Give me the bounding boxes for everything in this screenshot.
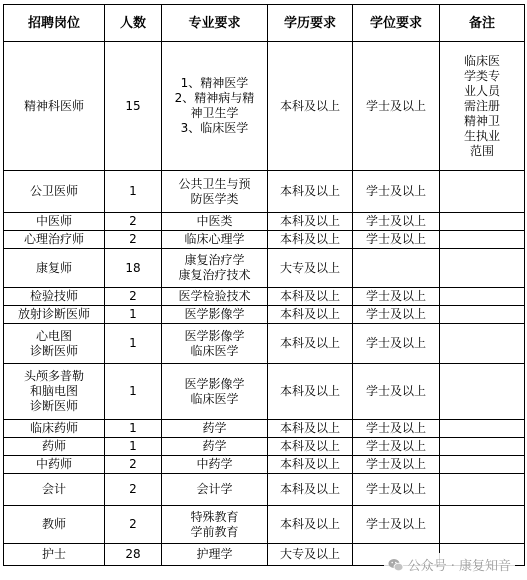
cell-note [440,456,525,474]
cell-education: 本科及以上 [268,288,353,306]
cell-major [162,420,268,438]
cell-major [162,364,268,420]
cell-major-line: 会计学 [196,482,233,496]
cell-note-line: 精神卫 [463,113,500,128]
header-position: 招聘岗位 [4,5,105,42]
cell-count: 2 [105,506,162,544]
cell-note [440,249,525,288]
header-education: 学历要求 [268,5,353,42]
cell-count: 18 [105,249,162,288]
cell-education: 本科及以上 [268,324,353,364]
table-row [4,249,525,288]
cell-position [4,364,105,420]
table-row [4,474,525,506]
cell-position-line: 诊断医师 [29,343,78,358]
cell-major [162,474,268,506]
table-row [4,364,525,420]
cell-count: 2 [105,231,162,249]
cell-degree: 学士及以上 [353,420,440,438]
cell-major-line: 药学 [202,421,227,435]
cell-major-line: 3、临床医学 [180,121,249,135]
cell-major-line: 医学检验技术 [178,289,251,303]
cell-education: 本科及以上 [268,42,353,171]
header-row [4,5,525,42]
cell-degree: 学士及以上 [353,171,440,213]
cell-education: 本科及以上 [268,306,353,324]
cell-position [4,456,105,474]
header-note: 备注 [440,5,525,42]
cell-position-line: 护士 [41,547,66,561]
cell-position-line: 会计 [41,482,66,496]
cell-count: 28 [105,544,162,566]
watermark-text: 公众号 · 康复知音 [407,559,511,574]
cell-education: 本科及以上 [268,438,353,456]
cell-education: 大专及以上 [268,544,353,566]
cell-count: 1 [105,438,162,456]
cell-major-line: 中医类 [196,214,233,228]
cell-degree: 学士及以上 [353,324,440,364]
cell-degree: 学士及以上 [353,456,440,474]
cell-major-line: 神卫生学 [190,106,239,120]
cell-position-line: 康复师 [35,260,72,275]
cell-major [162,231,268,249]
cell-count: 15 [105,42,162,171]
table-row [4,213,525,231]
cell-count: 1 [105,171,162,213]
table-row [4,420,525,438]
cell-major [162,288,268,306]
cell-note [440,506,525,544]
table-row [4,288,525,306]
cell-note [440,364,525,420]
cell-education: 本科及以上 [268,231,353,249]
cell-note [440,324,525,364]
table-row [4,231,525,249]
cell-position-line: 中药师 [35,457,72,471]
header-major: 专业要求 [162,5,268,42]
cell-note [440,171,525,213]
cell-major-line: 临床医学 [190,391,239,406]
cell-position [4,213,105,231]
cell-degree: 学士及以上 [353,364,440,420]
cell-note [440,438,525,456]
cell-major-line: 特殊教育 [190,509,239,524]
cell-note [440,288,525,306]
cell-position [4,544,105,566]
cell-note [440,213,525,231]
cell-position [4,42,105,171]
cell-note [440,474,525,506]
cell-major [162,456,268,474]
cell-major-line: 中药学 [196,457,233,471]
cell-position [4,171,105,213]
cell-position-line: 临床药师 [29,421,78,435]
table-row [4,506,525,544]
cell-education: 本科及以上 [268,171,353,213]
cell-education: 大专及以上 [268,249,353,288]
cell-count: 1 [105,306,162,324]
cell-position-line: 头颅多普勒 [23,369,84,383]
cell-degree: 学士及以上 [353,231,440,249]
cell-note-line: 业人员 [463,83,500,98]
cell-degree: 学士及以上 [353,42,440,171]
cell-major-line: 药学 [202,439,227,453]
wechat-icon [388,557,404,573]
cell-position [4,231,105,249]
cell-major [162,249,268,288]
cell-major [162,438,268,456]
cell-position-line: 放射诊断医师 [17,307,90,321]
cell-count: 2 [105,213,162,231]
cell-position [4,506,105,544]
cell-major-line: 2、精神病与精 [174,91,255,105]
cell-major-line: 临床心理学 [184,232,245,246]
cell-position-line: 公卫医师 [29,184,78,198]
cell-position [4,420,105,438]
cell-major [162,506,268,544]
cell-position-line: 中医师 [35,214,72,228]
cell-degree: 学士及以上 [353,474,440,506]
cell-major-line: 学前教育 [190,524,239,539]
cell-note-line: 学类专 [463,68,500,83]
cell-position-line: 心理治疗师 [23,232,84,246]
cell-note-line: 需注册 [463,98,500,113]
cell-position [4,438,105,456]
cell-note-line: 范围 [469,143,494,158]
cell-education: 本科及以上 [268,364,353,420]
cell-degree [353,249,440,288]
cell-note [440,420,525,438]
cell-count: 1 [105,324,162,364]
cell-count: 2 [105,456,162,474]
table-row [4,456,525,474]
cell-major [162,306,268,324]
table-row [4,324,525,364]
cell-major-line: 医学影像学 [184,328,245,343]
cell-major-line: 护理学 [196,547,233,561]
cell-position [4,249,105,288]
cell-major [162,544,268,566]
cell-position-line: 教师 [41,517,66,531]
cell-education: 本科及以上 [268,506,353,544]
cell-note [440,42,525,171]
cell-education: 本科及以上 [268,474,353,506]
cell-count: 2 [105,474,162,506]
cell-degree: 学士及以上 [353,438,440,456]
cell-position-line: 检验技师 [29,289,78,303]
cell-degree: 学士及以上 [353,213,440,231]
cell-note [440,306,525,324]
cell-major-line: 防医学类 [190,191,239,206]
cell-major-line: 临床医学 [190,343,239,358]
cell-major-line: 医学影像学 [184,307,245,321]
cell-position [4,306,105,324]
cell-count: 1 [105,420,162,438]
cell-degree: 学士及以上 [353,288,440,306]
cell-position-line: 心电图 [35,328,72,343]
cell-major-line: 公共卫生与预 [178,176,251,191]
table-row [4,42,525,171]
cell-note-line: 临床医 [463,53,500,68]
cell-education: 本科及以上 [268,213,353,231]
cell-position [4,288,105,306]
table-body [4,42,525,566]
watermark [384,553,515,576]
header-degree: 学位要求 [353,5,440,42]
cell-education: 本科及以上 [268,456,353,474]
cell-position-line: 诊断医师 [29,399,78,413]
cell-major-line: 1、精神医学 [180,76,249,90]
cell-position-line: 药师 [41,439,66,453]
cell-major [162,213,268,231]
cell-education: 本科及以上 [268,420,353,438]
cell-position [4,324,105,364]
cell-major-line: 康复治疗学 [184,253,245,267]
recruitment-table [3,4,525,566]
cell-major-line: 康复治疗技术 [178,268,251,282]
cell-position-line: 精神科医师 [23,98,84,113]
table-row [4,171,525,213]
cell-major [162,42,268,171]
cell-major-line: 医学影像学 [184,376,245,391]
table-row [4,306,525,324]
cell-degree: 学士及以上 [353,306,440,324]
table-row [4,438,525,456]
cell-position-line: 和脑电图 [29,384,78,398]
cell-major [162,171,268,213]
cell-note-line: 生执业 [463,128,500,143]
cell-major [162,324,268,364]
cell-note [440,231,525,249]
cell-count: 2 [105,288,162,306]
header-count: 人数 [105,5,162,42]
cell-degree: 学士及以上 [353,506,440,544]
cell-position [4,474,105,506]
cell-count: 1 [105,364,162,420]
